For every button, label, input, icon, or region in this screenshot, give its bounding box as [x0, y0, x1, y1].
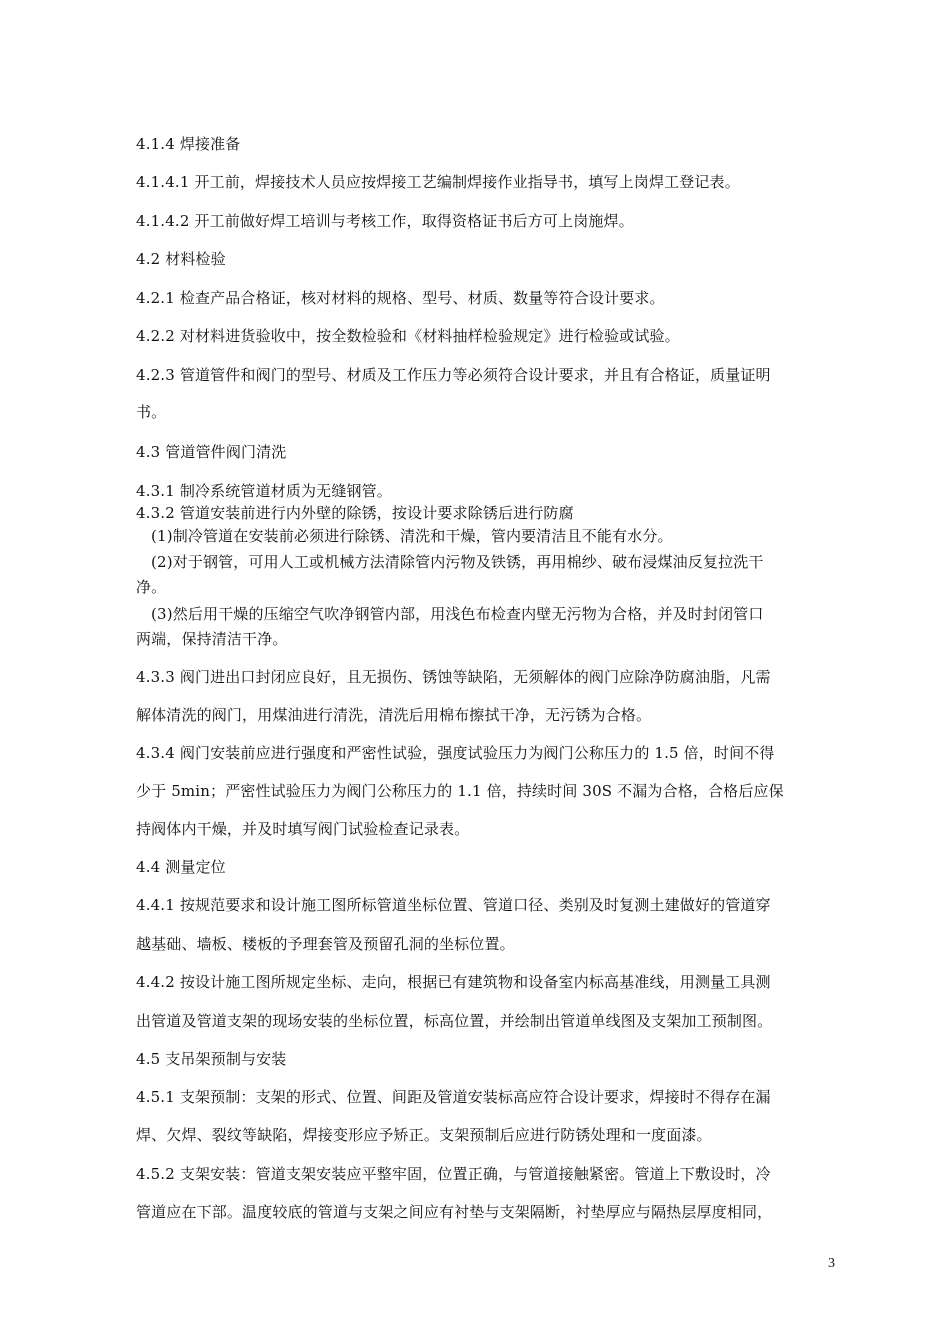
paragraph-4-3-1: 4.3.1 制冷系统管道材质为无缝钢管。 [136, 482, 392, 500]
heading-4-2: 4.2 材料检验 [136, 250, 226, 268]
list-item-2-line-1: (2)对于钢管，可用人工或机械方法清除管内污物及铁锈，再用棉纱、破布浸煤油反复拉洗干 [151, 553, 764, 571]
paragraph-4-4-2-line-1: 4.4.2 按设计施工图所规定坐标、走向，根据已有建筑物和设备室内标高基准线，用测量工具测 [136, 973, 771, 991]
paragraph-4-3-2: 4.3.2 管道安装前进行内外壁的除锈，按设计要求除锈后进行防腐 [136, 504, 574, 522]
heading-4-5: 4.5 支吊架预制与安装 [136, 1050, 287, 1068]
list-item-1: (1)制冷管道在安装前必须进行除锈、清洗和干燥，管内要清洁且不能有水分。 [151, 527, 673, 545]
paragraph-4-5-2-line-2: 管道应在下部。温度较底的管道与支架之间应有衬垫与支架隔断，衬垫厚应与隔热层厚度相同， [136, 1203, 773, 1221]
paragraph-4-1-4-1: 4.1.4.1 开工前，焊接技术人员应按焊接工艺编制焊接作业指导书，填写上岗焊工登记表。 [136, 173, 740, 191]
paragraph-4-5-2-line-1: 4.5.2 支架安装：管道支架安装应平整牢固，位置正确，与管道接触紧密。管道上下敷设时，冷 [136, 1165, 771, 1183]
heading-4-3: 4.3 管道管件阀门清洗 [136, 443, 287, 461]
paragraph-4-3-4-line-3: 持阀体内干燥，并及时填写阀门试验检查记录表。 [136, 820, 470, 838]
paragraph-4-5-1-line-1: 4.5.1 支架预制：支架的形式、位置、间距及管道安装标高应符合设计要求，焊接时不得存在漏 [136, 1088, 771, 1106]
paragraph-4-4-1-line-1: 4.4.1 按规范要求和设计施工图所标管道坐标位置、管道口径、类别及时复测土建做好的管道穿 [136, 896, 771, 914]
paragraph-4-2-3-line-2: 书。 [136, 403, 167, 421]
paragraph-4-3-4-line-1: 4.3.4 阀门安装前应进行强度和严密性试验，强度试验压力为阀门公称压力的 1.5 倍，时间不得 [136, 744, 775, 762]
list-item-2-line-2: 净。 [136, 578, 167, 596]
paragraph-4-3-3-line-1: 4.3.3 阀门进出口封闭应良好，且无损伤、锈蚀等缺陷，无须解体的阀门应除净防腐油脂，凡需 [136, 668, 771, 686]
heading-4-1-4: 4.1.4 焊接准备 [136, 135, 241, 153]
paragraph-4-2-3-line-1: 4.2.3 管道管件和阀门的型号、材质及工作压力等必须符合设计要求，并且有合格证，质量证明 [136, 366, 771, 384]
paragraph-4-2-1: 4.2.1 检查产品合格证，核对材料的规格、型号、材质、数量等符合设计要求。 [136, 289, 665, 307]
list-item-3-line-1: (3)然后用干燥的压缩空气吹净钢管内部，用浅色布检查内壁无污物为合格，并及时封闭管口 [151, 605, 764, 623]
paragraph-4-5-1-line-2: 焊、欠焊、裂纹等缺陷，焊接变形应予矫正。支架预制后应进行防锈处理和一度面漆。 [136, 1126, 712, 1144]
heading-4-4: 4.4 测量定位 [136, 858, 226, 876]
paragraph-4-4-2-line-2: 出管道及管道支架的现场安装的坐标位置，标高位置，并绘制出管道单线图及支架加工预制图。 [136, 1012, 773, 1030]
list-item-3-line-2: 两端，保持清洁干净。 [136, 630, 288, 648]
page-number: 3 [828, 1256, 835, 1271]
paragraph-4-1-4-2: 4.1.4.2 开工前做好焊工培训与考核工作，取得资格证书后方可上岗施焊。 [136, 212, 634, 230]
paragraph-4-4-1-line-2: 越基础、墙板、楼板的予理套管及预留孔洞的坐标位置。 [136, 935, 515, 953]
paragraph-4-3-4-line-2: 少于 5min；严密性试验压力为阀门公称压力的 1.1 倍，持续时间 30S 不漏为合格，合格后应保 [136, 782, 784, 800]
paragraph-4-3-3-line-2: 解体清洗的阀门，用煤油进行清洗，清洗后用棉布擦拭干净，无污锈为合格。 [136, 706, 652, 724]
paragraph-4-2-2: 4.2.2 对材料进货验收中，按全数检验和《材料抽样检验规定》进行检验或试验。 [136, 327, 680, 345]
